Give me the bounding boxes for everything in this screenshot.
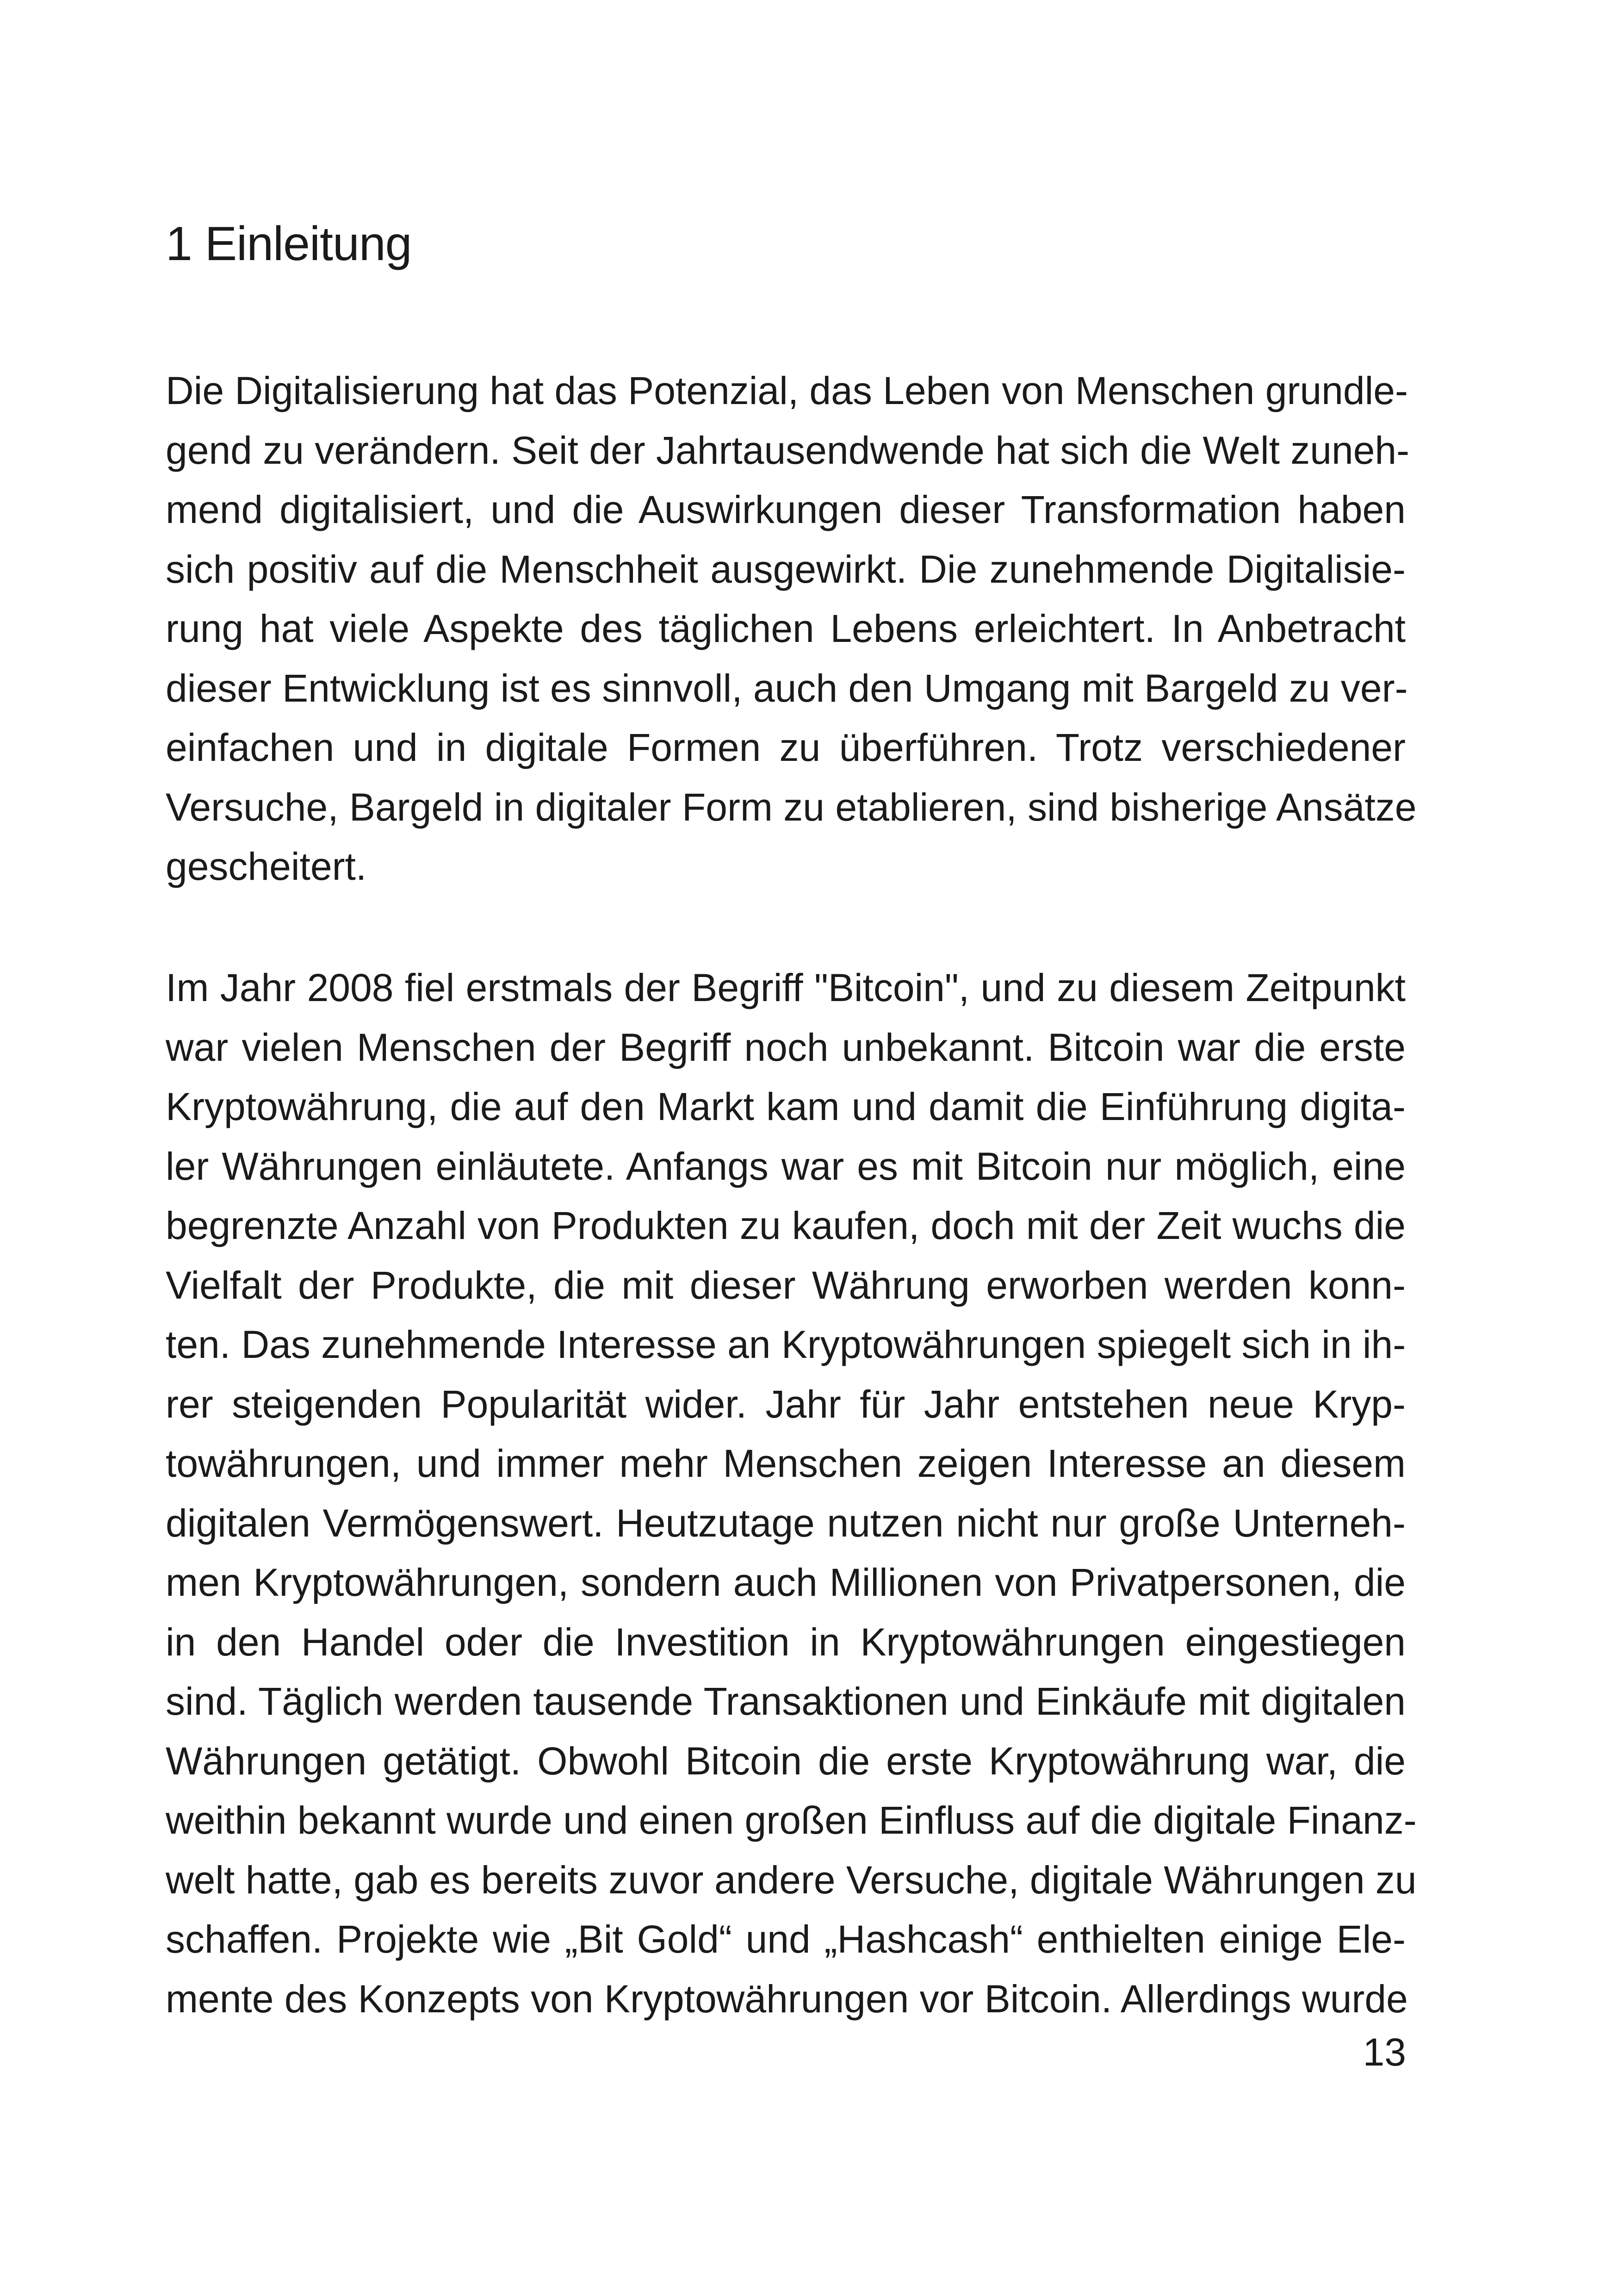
text-line: in den Handel oder die Investition in Kryptowährungen eingestiegen [166,1620,1406,1664]
text-line: weithin bekannt wurde und einen großen Einfluss auf die digitale Finanz- [166,1798,1417,1842]
text-line: Währungen getätigt. Obwohl Bitcoin die erste Kryptowährung war, die [166,1739,1406,1783]
text-line: sind. Täglich werden tausende Transaktionen und Einkäufe mit digitalen [166,1680,1406,1723]
text-line: einfachen und in digitale Formen zu überführen. Trotz verschiedener [166,726,1406,769]
text-line: schaffen. Projekte wie „Bit Gold“ und „Hashcash“ enthielten einige Ele- [166,1917,1406,1961]
chapter-title: 1 Einleitung [166,217,412,271]
text-line: gend zu verändern. Seit der Jahrtausendwende hat sich die Welt zuneh- [166,428,1410,472]
text-line: begrenzte Anzahl von Produkten zu kaufen, doch mit der Zeit wuchs die [166,1204,1406,1247]
paragraph-bitcoin [166,958,1417,2028]
text-line: mente des Konzepts von Kryptowährungen vor Bitcoin. Allerdings wurde [166,1977,1408,2021]
text-line: rung hat viele Aspekte des täglichen Lebens erleichtert. In Anbetracht [166,607,1406,650]
text-line: dieser Entwicklung ist es sinnvoll, auch den Umgang mit Bargeld zu ver- [166,666,1408,710]
text-line: Versuche, Bargeld in digitaler Form zu etablieren, sind bisherige Ansätze [166,785,1417,829]
text-line: mend digitalisiert, und die Auswirkungen dieser Transformation haben [166,488,1406,531]
text-line: ler Währungen einläutete. Anfangs war es mit Bitcoin nur möglich, eine [166,1144,1406,1188]
text-line: sich positiv auf die Menschheit ausgewirkt. Die zunehmende Digitalisie- [166,547,1406,591]
text-line: Vielfalt der Produkte, die mit dieser Währung erworben werden konn- [166,1263,1406,1307]
text-line: towährungen, und immer mehr Menschen zeigen Interesse an diesem [166,1442,1406,1485]
text-line: digitalen Vermögenswert. Heutzutage nutzen nicht nur große Unterneh- [166,1501,1406,1545]
text-line: Die Digitalisierung hat das Potenzial, das Leben von Menschen grundle- [166,369,1408,412]
text-line: war vielen Menschen der Begriff noch unbekannt. Bitcoin war die erste [166,1025,1406,1069]
page-number: 13 [1363,2030,1406,2074]
text-line: Im Jahr 2008 fiel erstmals der Begriff "Bitcoin", und zu diesem Zeitpunkt [166,966,1406,1009]
text-line: ten. Das zunehmende Interesse an Kryptowährungen spiegelt sich in ih- [166,1323,1406,1366]
text-line: Kryptowährung, die auf den Markt kam und damit die Einführung digita- [166,1085,1406,1128]
text-line: welt hatte, gab es bereits zuvor andere Versuche, digitale Währungen zu [166,1858,1417,1902]
text-line: gescheitert. [166,845,367,888]
text-line: men Kryptowährungen, sondern auch Millionen von Privatpersonen, die [166,1561,1406,1604]
text-line: rer steigenden Popularität wider. Jahr für Jahr entstehen neue Kryp- [166,1382,1406,1426]
paragraph-intro [166,361,1417,896]
